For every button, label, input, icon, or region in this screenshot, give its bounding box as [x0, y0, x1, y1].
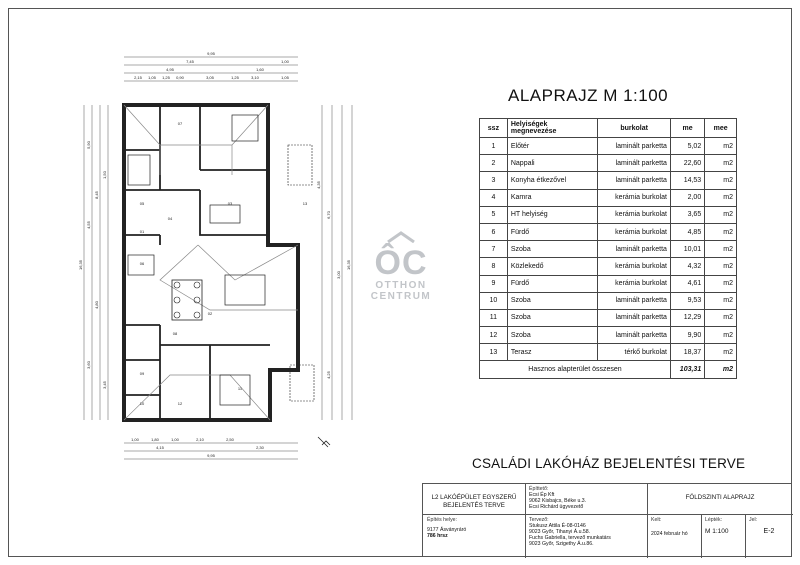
table-cell: m2	[705, 258, 737, 275]
table-cell: Terasz	[507, 344, 598, 361]
total-value: 103,31	[670, 361, 704, 378]
table-cell: 7	[480, 241, 508, 258]
plan-label: 1,05	[281, 75, 289, 80]
plan-label: 3,60	[86, 361, 91, 369]
plan-label: 03	[227, 201, 233, 206]
plan-label: 1,25	[231, 75, 239, 80]
table-cell: 9	[480, 275, 508, 292]
designer-cell: Tervező: Stukusz Attila É-08-0146 9023 Győr, Tihanyi Á.u.58. Fuchs Gabriella, tervező munkatárs 9023 Győr, Szigethy Á.u.86.	[529, 517, 611, 547]
plan-label: 02	[207, 311, 213, 316]
table-row	[480, 223, 737, 240]
table-cell: laminált parketta	[598, 241, 671, 258]
table-cell: 4,61	[670, 275, 704, 292]
plan-label: 2,30	[256, 445, 264, 450]
table-cell: kerámia burkolat	[598, 223, 671, 240]
plan-label: 1,80	[151, 437, 159, 442]
drawing-name: FÖLDSZINTI ALAPRAJZ	[685, 494, 755, 501]
table-cell: 5,02	[670, 138, 704, 155]
table-cell: HT helyiség	[507, 206, 598, 223]
table-cell: Nappali	[507, 155, 598, 172]
table-cell: 13	[480, 344, 508, 361]
table-cell: 6	[480, 223, 508, 240]
plan-label: 1,60	[256, 67, 264, 72]
table-row	[480, 189, 737, 206]
table-row	[480, 327, 737, 344]
table-row	[480, 138, 737, 155]
table-cell: m2	[705, 223, 737, 240]
total-row	[480, 361, 737, 378]
table-cell: kerámia burkolat	[598, 206, 671, 223]
project-name: L2 LAKÓÉPÜLET EGYSZERŰ BEJELENTÉS TERVE	[431, 494, 517, 509]
table-cell: Szoba	[507, 241, 598, 258]
table-cell: m2	[705, 172, 737, 189]
table-cell: kerámia burkolat	[598, 275, 671, 292]
table-cell: 2,00	[670, 189, 704, 206]
table-row	[480, 292, 737, 309]
total-label: Hasznos alapterület összesen	[480, 361, 671, 378]
table-cell: 1	[480, 138, 508, 155]
plan-label: 06	[139, 261, 145, 266]
table-row	[480, 172, 737, 189]
table-cell: Szoba	[507, 309, 598, 326]
plan-label: 2,50	[226, 437, 234, 442]
plan-label: 05	[139, 201, 145, 206]
roof-logo-icon	[386, 231, 416, 243]
plan-label: 3,45	[102, 381, 107, 389]
table-row	[480, 241, 737, 258]
plan-label: 01	[139, 229, 145, 234]
plan-label: 5,90	[86, 141, 91, 149]
table-row	[480, 275, 737, 292]
plan-label: 13	[302, 201, 308, 206]
table-cell: Fürdő	[507, 223, 598, 240]
table-row	[480, 206, 737, 223]
table-cell: m2	[705, 344, 737, 361]
logo-line1: OTTHON	[375, 280, 427, 291]
table-cell: 10,01	[670, 241, 704, 258]
plan-label: 6,70	[326, 211, 331, 219]
total-unit: m2	[705, 361, 737, 378]
plan-label: 16,35	[78, 259, 83, 271]
table-cell: laminált parketta	[598, 292, 671, 309]
table-cell: 3	[480, 172, 508, 189]
table-row	[480, 258, 737, 275]
north-arrow-icon	[318, 437, 330, 447]
plan-label: 09	[139, 371, 145, 376]
table-cell: laminált parketta	[598, 172, 671, 189]
plan-label: 1,50	[102, 171, 107, 179]
table-cell: laminált parketta	[598, 138, 671, 155]
plan-label: 16,35	[346, 259, 351, 271]
table-cell: laminált parketta	[598, 155, 671, 172]
table-cell: 14,53	[670, 172, 704, 189]
table-cell: Kamra	[507, 189, 598, 206]
table-cell: 3,65	[670, 206, 704, 223]
floor-plan	[60, 45, 390, 475]
table-cell: m2	[705, 241, 737, 258]
table-header-row	[480, 119, 737, 138]
table-cell: 9,53	[670, 292, 704, 309]
table-cell: laminált parketta	[598, 309, 671, 326]
table-row	[480, 309, 737, 326]
header-name: Helyiségek megnevezése	[507, 119, 598, 138]
table-cell: m2	[705, 155, 737, 172]
scale-cell: Lépték: M 1:100	[705, 517, 729, 535]
table-cell: m2	[705, 189, 737, 206]
table-cell: 4,85	[670, 223, 704, 240]
plan-label: 8,45	[94, 191, 99, 199]
plan-label: 9,95	[207, 51, 215, 56]
otthon-centrum-watermark	[368, 228, 434, 302]
plan-label: 4,55	[86, 221, 91, 229]
date-cell: Kelt: 2024 február hó	[651, 517, 688, 537]
table-cell: 11	[480, 309, 508, 326]
table-cell: m2	[705, 206, 737, 223]
header-burkolat: burkolat	[598, 119, 671, 138]
table-cell: m2	[705, 292, 737, 309]
plan-label: 1,00	[131, 437, 139, 442]
plan-label: 2,15	[134, 75, 142, 80]
table-cell: 10	[480, 292, 508, 309]
table-cell: kerámia burkolat	[598, 189, 671, 206]
table-cell: 4	[480, 189, 508, 206]
plan-label: 10	[139, 401, 145, 406]
table-cell: térkő burkolat	[598, 344, 671, 361]
table-cell: Szoba	[507, 327, 598, 344]
outer-wall	[124, 105, 298, 420]
plan-label: 12	[177, 401, 183, 406]
header-ssz: ssz	[480, 119, 508, 138]
plan-label: 0,90	[176, 75, 184, 80]
plan-label: 4,25	[326, 371, 331, 379]
plan-label: 7,45	[186, 59, 194, 64]
table-cell: 2	[480, 155, 508, 172]
table-cell: m2	[705, 309, 737, 326]
table-cell: m2	[705, 327, 737, 344]
plan-label: 04	[167, 216, 173, 221]
table-cell: Konyha étkezővel	[507, 172, 598, 189]
table-cell: 12	[480, 327, 508, 344]
builder-cell: Építtető: Ecsi Ép Kft 9062 Kisbajcs, Béke u.3. Ecsi Richárd ügyvezető	[529, 486, 587, 510]
plan-label: 3,10	[251, 75, 259, 80]
table-cell: 5	[480, 206, 508, 223]
plan-label: 1,00	[171, 437, 179, 442]
table-cell: kerámia burkolat	[598, 258, 671, 275]
table-cell: Közlekedő	[507, 258, 598, 275]
plan-label: 4,95	[166, 67, 174, 72]
table-cell: 12,29	[670, 309, 704, 326]
plan-label: 2,10	[196, 437, 204, 442]
title-block	[422, 483, 792, 557]
plan-label: 11	[237, 386, 243, 391]
header-mee: mee	[705, 119, 737, 138]
table-cell: Előtér	[507, 138, 598, 155]
plan-label: 07	[177, 121, 183, 126]
table-cell: Fürdő	[507, 275, 598, 292]
header-me: me	[670, 119, 704, 138]
plan-label: 9,95	[207, 453, 215, 458]
plan-label: 1,00	[281, 59, 289, 64]
plan-label: 4,15	[156, 445, 164, 450]
plan-label: 08	[172, 331, 178, 336]
plan-label: 1,05	[148, 75, 156, 80]
table-cell: 22,60	[670, 155, 704, 172]
table-row	[480, 155, 737, 172]
table-cell: Szoba	[507, 292, 598, 309]
plan-label: 4,35	[316, 181, 321, 189]
table-cell: m2	[705, 138, 737, 155]
plan-label: 3,00	[336, 271, 341, 279]
table-cell: m2	[705, 275, 737, 292]
sheet-cell: Jel: E-2	[749, 517, 775, 535]
table-cell: 18,37	[670, 344, 704, 361]
table-row	[480, 344, 737, 361]
sheet-title: ALAPRAJZ M 1:100	[508, 86, 669, 105]
interior-walls	[124, 105, 270, 420]
plan-label: 3,05	[206, 75, 214, 80]
table-cell: laminált parketta	[598, 327, 671, 344]
table-cell: 4,32	[670, 258, 704, 275]
plan-label: 1,25	[162, 75, 170, 80]
table-cell: 8	[480, 258, 508, 275]
logo-mark: ÔC	[374, 244, 428, 282]
plan-label: 4,80	[94, 301, 99, 309]
room-schedule-table	[479, 118, 737, 379]
main-title: CSALÁDI LAKÓHÁZ BEJELENTÉSI TERVE	[472, 456, 746, 471]
logo-line2: CENTRUM	[370, 291, 432, 302]
table-cell: 9,90	[670, 327, 704, 344]
site-cell: Építés helye: 9177 Ásványráró 786 hrsz	[427, 517, 467, 539]
